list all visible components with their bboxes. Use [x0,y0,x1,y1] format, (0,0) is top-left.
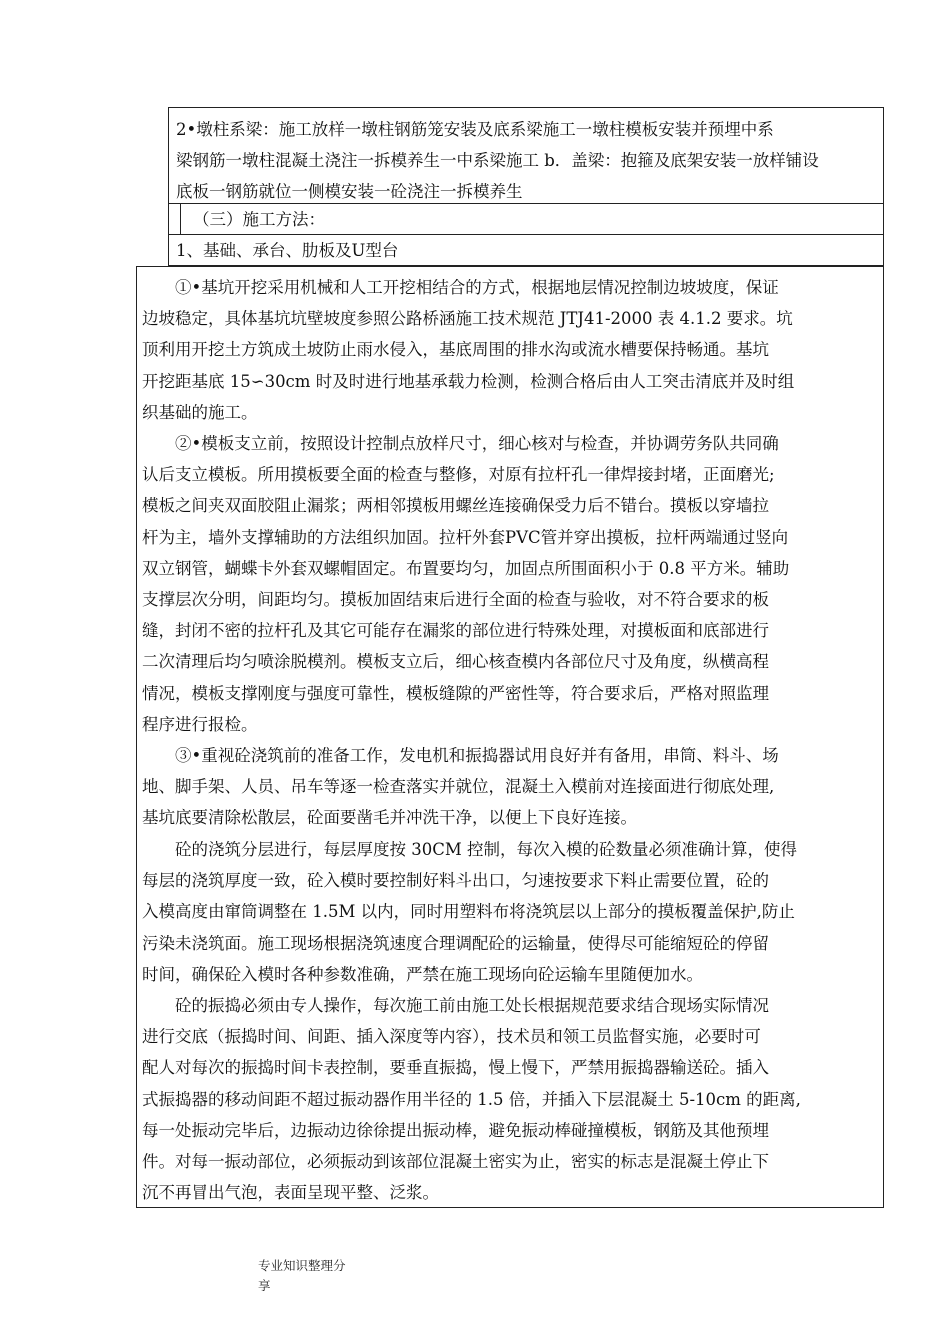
text-line: 底板一钢筋就位一侧模安装一砼浇注一拆模养生 [176,182,523,202]
text-line: 织基础的施工。 [142,402,258,422]
text-line: 杆为主，墙外支撑辅助的方法组织加固。拉杆外套PVC管并穿出摸板，拉杆两端通过竖向 [142,527,789,547]
body-paragraph-4 [142,834,880,990]
text-line: 2•墩柱系梁：施工放样一墩柱钢筋笼安装及底系梁施工一墩柱模板安装并预埋中系 [176,120,774,139]
text-line: 顶利用开挖土方筑成土坡防止雨水侵入，基底周围的排水沟或流水槽要保持畅通。基坑 [142,340,769,360]
text-line: 每层的浇筑厚度一致，砼入模时要控制好料斗出口，匀速按要求下料止需要位置，砼的 [142,871,769,891]
text-line: 支撑层次分明，间距均匀。摸板加固结束后进行全面的检查与验收，对不符合要求的板 [142,590,769,610]
text-line: 梁钢筋一墩柱混凝土浇注一拆模养生一中系梁施工 b．盖梁：抱箍及底架安装一放样铺设 [176,151,819,171]
section-heading-method: （三）施工方法： [193,210,325,229]
footer-line: 专业知识整理分 [258,1258,346,1273]
text-line: 双立钢管，蝴蝶卡外套双螺帽固定。布置要均匀，加固点所围面积小于 0.8 平方米。辅助 [142,558,790,578]
text-line: ②•模板支立前，按照设计控制点放样尺寸，细心核对与检查，并协调劳务队共同确 [175,434,779,453]
text-line: 情况，模板支撑刚度与强度可靠性，模板缝隙的严密性等，符合要求后，严格对照监理 [142,683,769,703]
text-line: 模板之间夹双面胶阻止漏浆；两相邻摸板用螺丝连接确保受力后不错台。摸板以穿墙拉 [142,496,769,516]
text-line: 二次清理后均匀喷涂脱模剂。模板支立后，细心核查模内各部位尺寸及角度，纵横高程 [142,652,769,672]
text-line: 件。对每一振动部位，必须振动到该部位混凝土密实为止，密实的标志是混凝土停止下 [142,1152,769,1172]
table-divider [180,203,181,235]
footer-line: 享 [258,1278,271,1293]
text-line: ③•重视砼浇筑前的准备工作，发电机和振捣器试用良好并有备用，串筒、料斗、场 [175,746,779,765]
text-line: 认后支立模板。所用摸板要全面的检查与整修，对原有拉杆孔一律焊接封堵，正面磨光; [142,465,775,485]
text-line: 时间，确保砼入模时各种参数准确，严禁在施工现场向砼运输车里随便加水。 [142,964,703,984]
text-line: 进行交底（振捣时间、间距、插入深度等内容），技术员和领工员监督实施，必要时可 [142,1027,761,1047]
body-paragraph-3 [142,740,880,834]
body-paragraph-5 [142,990,880,1208]
text-line: 式振捣器的移动间距不超过振动器作用半径的 1.5 倍，并插入下层混凝土 5-10cm 的距离, [142,1089,801,1109]
text-line: 地、脚手架、人员、吊车等逐一检查落实并就位，混凝土入模前对连接面进行彻底处理, [142,777,775,797]
text-line: 基坑底要清除松散层，砼面要凿毛并冲洗干净，以便上下良好连接。 [142,808,637,828]
process-paragraph [176,114,880,208]
text-line: 砼的振捣必须由专人操作，每次施工前由施工处长根据规范要求结合现场实际情况 [175,996,769,1015]
section-heading-foundation: 1、基础、承台、肋板及U型台 [176,241,399,260]
page-footer [258,1256,346,1296]
text-line: 入模高度由窜筒调整在 1.5M 以内，同时用塑料布将浇筑层以上部分的摸板覆盖保护,防止 [142,902,795,922]
text-line: 配人对每次的振捣时间卡表控制，要垂直振捣，慢上慢下，严禁用振捣器输送砼。插入 [142,1058,769,1078]
body-paragraph-1 [142,272,880,428]
text-line: 开挖距基底 15∽30cm 时及时进行地基承载力检测，检测合格后由人工突击清底并及时组 [142,371,795,391]
text-line: ①•基坑开挖采用机械和人工开挖相结合的方式，根据地层情况控制边坡坡度，保证 [175,278,779,297]
text-line: 缝，封闭不密的拉杆孔及其它可能存在漏浆的部位进行特殊处理，对摸板面和底部进行 [142,621,769,641]
body-paragraph-2 [142,428,880,740]
text-line: 每一处振动完毕后，边振动边徐徐提出振动棒，避免振动棒碰撞模板，钢筋及其他预埋 [142,1120,769,1140]
text-line: 污染未浇筑面。施工现场根据浇筑速度合理调配砼的运输量，使得尽可能缩短砼的停留 [142,933,769,953]
text-line: 砼的浇筑分层进行，每层厚度按 30CM 控制，每次入模的砼数量必须准确计算，使得 [175,840,798,859]
text-line: 程序进行报检。 [142,714,258,734]
text-line: 边坡稳定，具体基坑坑壁坡度参照公路桥涵施工技术规范 JTJ41-2000 表 4.1.2 要求。坑 [142,309,793,329]
text-line: 沉不再冒出气泡，表面呈现平整、泛浆。 [142,1183,439,1203]
